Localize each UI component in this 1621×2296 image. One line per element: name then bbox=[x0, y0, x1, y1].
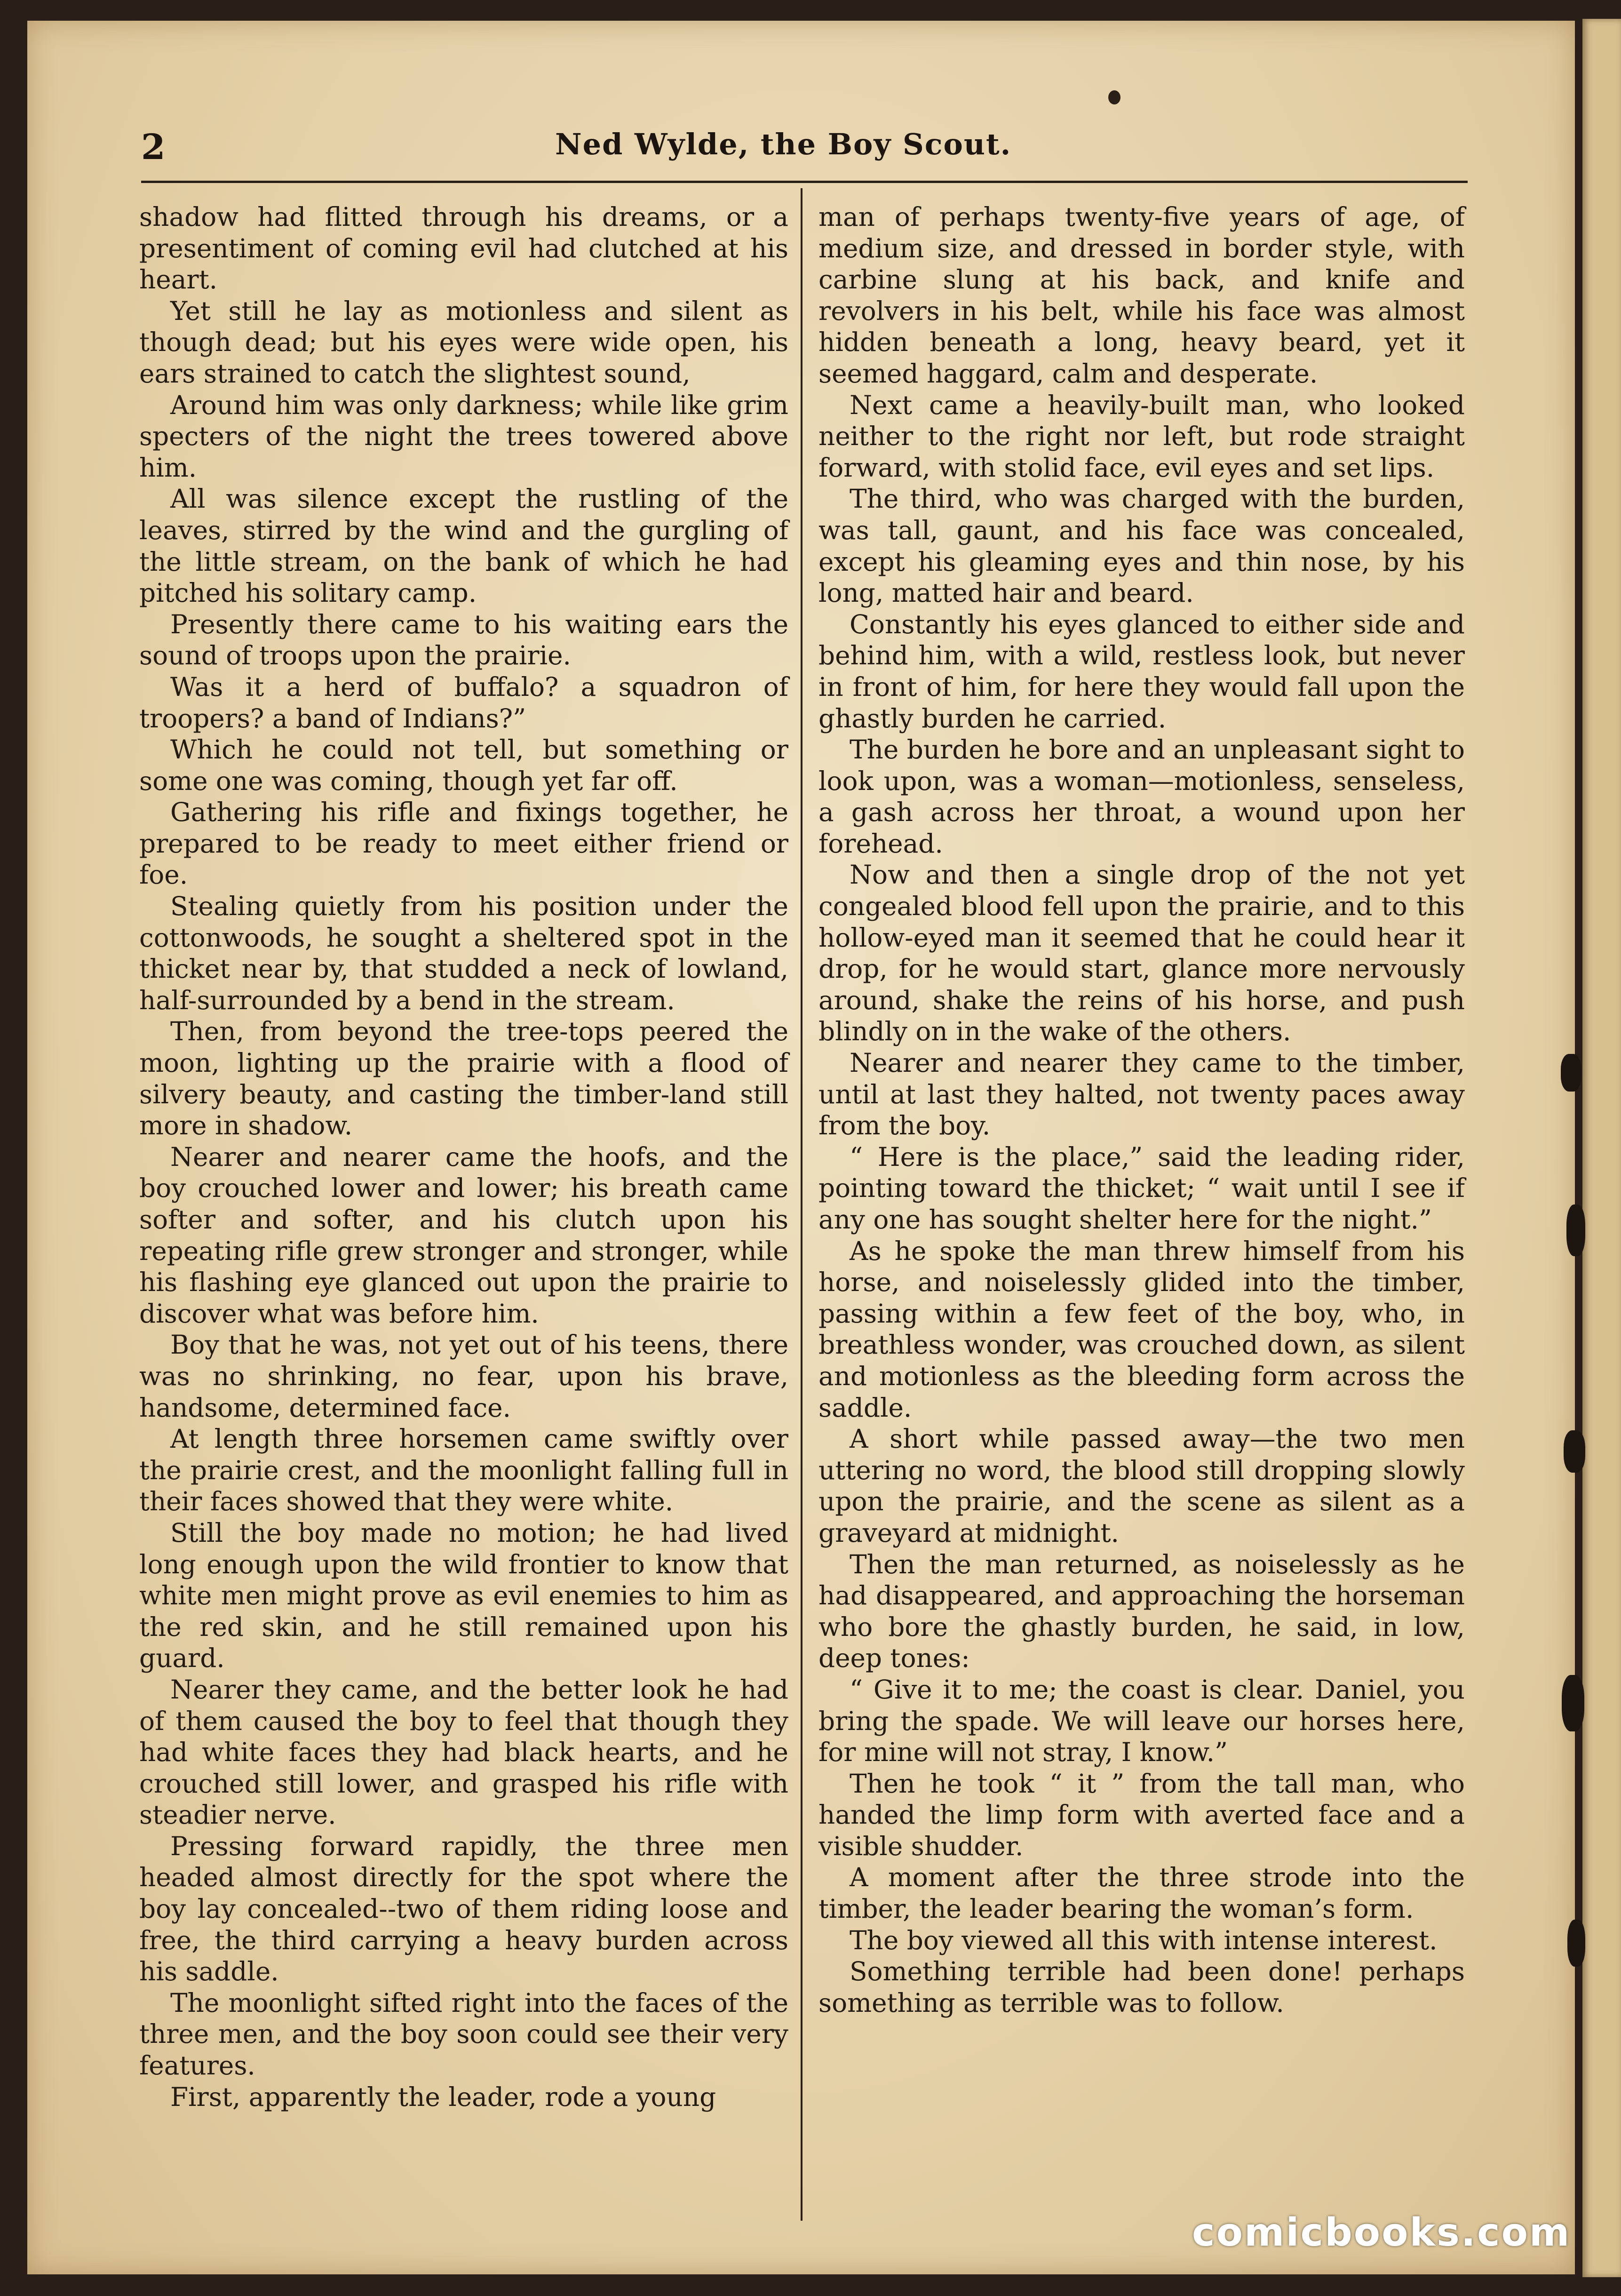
paragraph: Presently there came to his waiting ears the sound of troops upon the prairie. bbox=[139, 609, 788, 671]
paragraph: man of perhaps twenty-five years of age, of medium size, and dressed in border style, with carbine slung at his back, and knife and revolvers in his belt, while his face was almost hidden beneath a long, heavy beard, yet it seemed haggard, calm and desperate. bbox=[818, 202, 1465, 389]
right-column bbox=[818, 201, 1465, 2018]
paper-tear bbox=[1567, 1920, 1585, 1967]
paragraph: Pressing forward rapidly, the three men headed almost directly for the spot where the boy lay concealed--two of them riding loose and free, the third carrying a heavy burden across his saddle. bbox=[139, 1831, 788, 1987]
left-column bbox=[139, 201, 788, 2113]
paper-tear bbox=[1564, 1430, 1585, 1473]
paragraph: At length three horsemen came swiftly over the prairie crest, and the moonlight falling full in their faces showed that they were white. bbox=[139, 1424, 788, 1517]
paragraph: Nearer and nearer came the hoofs, and the boy crouched lower and lower; his breath came softer and softer, and his clutch upon his repeating rifle grew stronger and stronger, while his flashing eye glanced out upon the prairie to discover what was before him. bbox=[139, 1141, 788, 1329]
column-divider bbox=[801, 188, 803, 2221]
paper-tear bbox=[1562, 1675, 1584, 1731]
ink-spot bbox=[1108, 90, 1120, 104]
paragraph: Then he took “ it ” from the tall man, who handed the limp form with averted face and a visible shudder. bbox=[818, 1768, 1465, 1861]
paragraph: Now and then a single drop of the not yet congealed blood fell upon the prairie, and to this hollow-eyed man it seemed that he could hear it drop, for he would start, glance more nervously around, shake the reins of his horse, and push blindly on in the wake of the others. bbox=[818, 860, 1465, 1047]
paragraph: Nearer and nearer they came to the timber, until at last they halted, not twenty paces away from the boy. bbox=[818, 1048, 1465, 1141]
paragraph: First, apparently the leader, rode a young bbox=[170, 2081, 716, 2112]
paragraph: As he spoke the man threw himself from his horse, and noiselessly glided into the timber, passing within a few feet of the boy, who, in breathless wonder, was crouched down, as silent and motionless as the bleeding form across the saddle. bbox=[818, 1236, 1465, 1423]
paper-tear bbox=[1561, 1054, 1581, 1092]
paragraph: shadow had flitted through his dreams, or a presentiment of coming evil had clutched at his heart. bbox=[139, 202, 788, 295]
paragraph: The boy viewed all this with intense interest. bbox=[850, 1925, 1438, 1955]
paragraph: Around him was only darkness; while like grim specters of the night the trees towered above him. bbox=[139, 390, 788, 483]
paragraph: Still the boy made no motion; he had lived long enough upon the wild frontier to know that white men might prove as evil enemies to him as the red skin, and he still remained upon his guard. bbox=[139, 1517, 788, 1674]
paragraph: Then, from beyond the tree-tops peered the moon, lighting up the prairie with a flood of silvery beauty, and casting the timber-land still more in shadow. bbox=[139, 1016, 788, 1141]
paragraph: Yet still he lay as motionless and silent as though dead; but his eyes were wide open, his ears strained to catch the slightest sound, bbox=[139, 295, 788, 389]
paragraph: Constantly his eyes glanced to either side and behind him, with a wild, restless look, but never in front of him, for here they would fall upon the ghastly burden he carried. bbox=[818, 609, 1465, 733]
paragraph: The third, who was charged with the burden, was tall, gaunt, and his face was concealed, except his gleaming eyes and thin nose, by his long, matted hair and beard. bbox=[818, 484, 1465, 608]
paragraph: Gathering his rifle and fixings together, he prepared to be ready to meet either friend or foe. bbox=[139, 797, 788, 890]
header-rule bbox=[141, 181, 1468, 183]
paragraph: Was it a herd of buffalo? a squadron of troopers? a band of Indians?” bbox=[139, 671, 788, 733]
paper-tear bbox=[1566, 1204, 1585, 1256]
paragraph: Which he could not tell, but something or some one was coming, though yet far off. bbox=[139, 734, 788, 796]
page-header bbox=[141, 127, 1505, 169]
paragraph: A moment after the three strode into the timber, the leader bearing the woman’s form. bbox=[818, 1862, 1465, 1924]
paragraph: The moonlight sifted right into the faces of the three men, and the boy soon could see their very features. bbox=[139, 1987, 788, 2081]
watermark: comicbooks.com bbox=[1192, 2210, 1571, 2255]
paragraph: “ Here is the place,” said the leading rider, pointing toward the thicket; “ wait until I see if any one has sought shelter here for the night.” bbox=[818, 1141, 1465, 1235]
paragraph: The burden he bore and an unpleasant sight to look upon, was a woman—motionless, senseless, a gash across her throat, a wound upon her forehead. bbox=[818, 734, 1465, 859]
paragraph: A short while passed away—the two men uttering no word, the blood still dropping slowly upon the prairie, and the scene as silent as a graveyard at midnight. bbox=[818, 1424, 1465, 1548]
paragraph: Then the man returned, as noiselessly as he had disappeared, and approaching the horseman who bore the ghastly burden, he said, in low, deep tones: bbox=[818, 1549, 1465, 1674]
paragraph: Boy that he was, not yet out of his teens, there was no shrinking, no fear, upon his brave, handsome, determined face. bbox=[139, 1330, 788, 1423]
paragraph: All was silence except the rustling of the leaves, stirred by the wind and the gurgling of the little stream, on the bank of which he had pitched his solitary camp. bbox=[139, 484, 788, 608]
page-number: 2 bbox=[141, 127, 166, 167]
paragraph: Nearer they came, and the better look he had of them caused the boy to feel that though they had white faces they had black hearts, and he crouched still lower, and grasped his rifle with steadier nerve. bbox=[139, 1674, 788, 1830]
paragraph: “ Give it to me; the coast is clear. Daniel, you bring the spade. We will leave our horses here, for mine will not stray, I know.” bbox=[818, 1674, 1465, 1768]
paragraph: Something terrible had been done! perhaps something as terrible was to follow. bbox=[818, 1956, 1465, 2018]
next-page-edge bbox=[1582, 19, 1621, 2277]
paragraph: Stealing quietly from his position under the cottonwoods, he sought a sheltered spot in the thicket near by, that studded a neck of lowland, half-surrounded by a bend in the stream. bbox=[139, 891, 788, 1015]
page-title: Ned Wylde, the Boy Scout. bbox=[555, 127, 1012, 161]
paragraph: Next came a heavily-built man, who looked neither to the right nor left, but rode straight forward, with stolid face, evil eyes and set lips. bbox=[818, 390, 1465, 483]
